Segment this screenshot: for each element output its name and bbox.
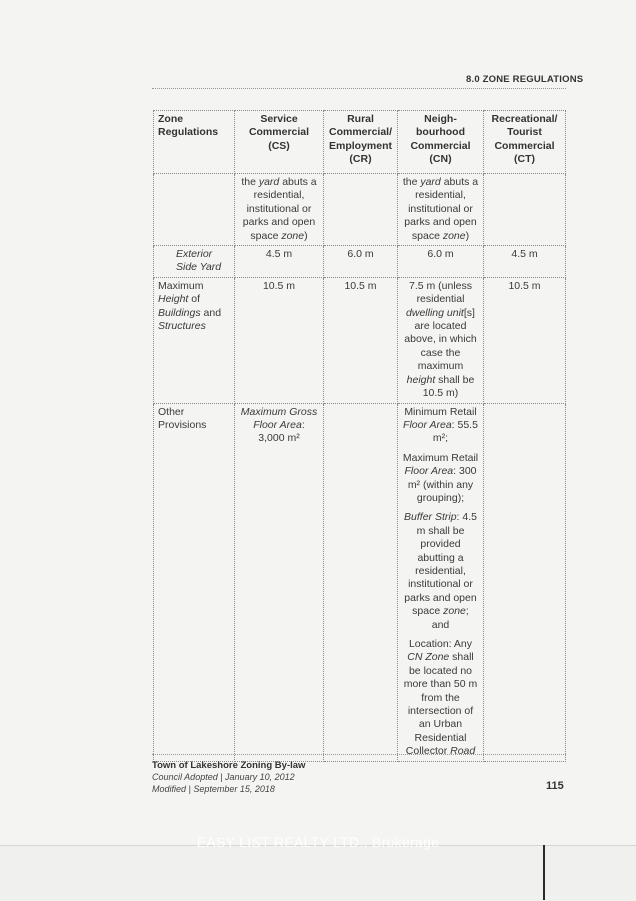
cell-exterior-side-yard-cr: 6.0 m: [324, 246, 398, 278]
footer-modified-date: Modified | September 15, 2018: [152, 784, 275, 794]
header-zone-regulations: Zone Regulations: [154, 111, 235, 174]
cell-continuation-cn: the yard abuts a residential, institutional or parks and open space zone): [398, 174, 484, 246]
section-title: 8.0 ZONE REGULATIONS: [466, 74, 584, 85]
viewer-divider-bar: [543, 845, 545, 900]
cell-maximum-height-label: Maximum Height of Buildings and Structures: [154, 277, 235, 403]
table-row-other-provisions: [154, 403, 566, 761]
footer-adopted-date: Council Adopted | January 10, 2012: [152, 772, 295, 782]
cell-continuation-ct: [484, 174, 566, 246]
cell-exterior-side-yard-label: Exterior Side Yard: [154, 246, 235, 278]
cell-other-provisions-ct: [484, 403, 566, 761]
header-neighbourhood-commercial: Neigh- bourhood Commercial (CN): [398, 111, 484, 174]
cell-other-provisions-label: Other Provisions: [154, 403, 235, 761]
cell-other-provisions-cn: Minimum Retail Floor Area: 55.5 m²; Maximum Retail Floor Area: 300 m² (within any grouping); Buffer Strip: 4.5 m shall be provided abutting a residential, institutional or parks and open space zone; and Location: Any CN Zone shall be located no more than 50 m from the intersection of an Urban Residential Collector Road: [398, 403, 484, 761]
header-service-commercial: Service Commercial (CS): [235, 111, 324, 174]
cell-exterior-side-yard-ct: 4.5 m: [484, 246, 566, 278]
watermark: EASY LIST REALTY LTD., Brokerage: [196, 834, 440, 850]
cell-exterior-side-yard-cs: 4.5 m: [235, 246, 324, 278]
cell-maximum-height-cn: 7.5 m (unless residential dwelling unit[s] are located above, in which case the maximum height shall be 10.5 m): [398, 277, 484, 403]
header-rural-commercial: Rural Commercial/ Employment (CR): [324, 111, 398, 174]
footer-town: Town of Lakeshore Zoning By-law: [152, 760, 306, 771]
cell-other-provisions-cs: Maximum Gross Floor Area: 3,000 m²: [235, 403, 324, 761]
cell-exterior-side-yard-cn: 6.0 m: [398, 246, 484, 278]
table-row-maximum-height: [154, 277, 566, 403]
footer-divider: [152, 754, 566, 755]
table-row-continuation: [154, 174, 566, 246]
cell-maximum-height-cr: 10.5 m: [324, 277, 398, 403]
page-number: 115: [546, 780, 564, 792]
table-row-exterior-side-yard: [154, 246, 566, 278]
table-header-row: [154, 111, 566, 174]
cell-continuation-cr: [324, 174, 398, 246]
cell-other-provisions-cr: [324, 403, 398, 761]
cell-continuation-cs: the yard abuts a residential, institutional or parks and open space zone): [235, 174, 324, 246]
cell-maximum-height-ct: 10.5 m: [484, 277, 566, 403]
cell-maximum-height-cs: 10.5 m: [235, 277, 324, 403]
viewer-bottom-strip: [0, 845, 636, 901]
cell-continuation-label: [154, 174, 235, 246]
header-recreational-tourist: Recreational/ Tourist Commercial (CT): [484, 111, 566, 174]
header-divider: [152, 88, 566, 89]
zone-regulations-table: [153, 110, 566, 762]
